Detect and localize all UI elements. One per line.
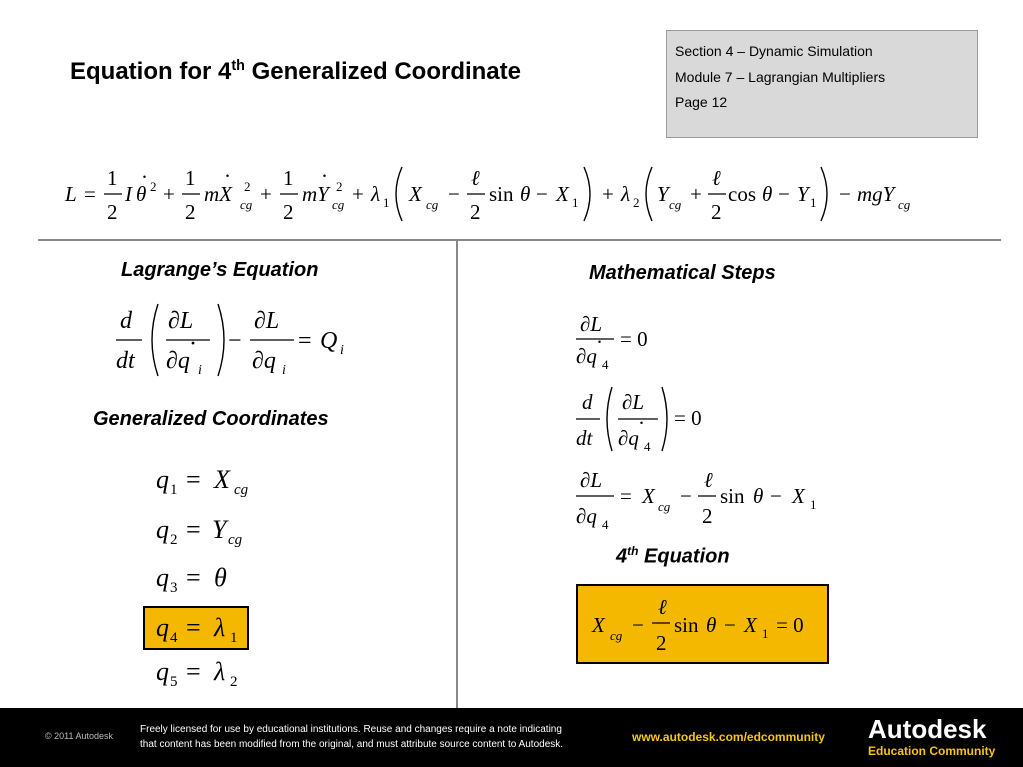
svg-text:∂q: ∂q <box>252 348 276 374</box>
svg-text:mY: mY <box>302 182 329 206</box>
svg-text:−: − <box>448 182 460 206</box>
svg-text:λ: λ <box>371 182 381 206</box>
svg-text:1: 1 <box>810 195 817 210</box>
svg-text:−: − <box>680 484 692 508</box>
svg-text:∂L: ∂L <box>168 308 194 334</box>
svg-text:dt: dt <box>116 348 135 374</box>
svg-text:·: · <box>141 165 148 189</box>
svg-text:2: 2 <box>107 200 118 224</box>
svg-text:=: = <box>620 484 632 508</box>
svg-text:2: 2 <box>711 200 722 224</box>
lagrange-heading: Lagrange’s Equation <box>121 259 319 281</box>
svg-text:λ: λ <box>214 657 226 686</box>
svg-text:1: 1 <box>230 630 238 646</box>
autodesk-logo: Autodesk <box>868 714 987 744</box>
svg-text:2: 2 <box>185 200 196 224</box>
svg-text:X: X <box>409 182 422 206</box>
slide-title: Equation for 4th Generalized Coordinate <box>70 58 521 85</box>
svg-text:=: = <box>186 613 201 642</box>
step-equations <box>570 305 850 535</box>
vertical-divider <box>456 240 458 708</box>
svg-text:4: 4 <box>644 439 651 454</box>
license-line-2: that content has been modified from the original, and must attribute source content to Autodesk. <box>140 739 564 750</box>
svg-text:dt: dt <box>576 426 593 450</box>
svg-text:=: = <box>186 515 201 544</box>
svg-text:2: 2 <box>170 532 178 548</box>
svg-text:+: + <box>602 182 614 206</box>
footer-bar <box>0 708 1023 767</box>
svg-text:sin: sin <box>720 484 745 508</box>
svg-text:cg: cg <box>669 197 682 212</box>
svg-text:cg: cg <box>426 197 439 212</box>
svg-text:X: X <box>556 182 569 206</box>
svg-text:+: + <box>690 182 702 206</box>
svg-text:q: q <box>156 465 169 494</box>
svg-text:2: 2 <box>230 674 238 690</box>
svg-text:θ: θ <box>520 182 531 206</box>
svg-text:2: 2 <box>336 179 343 194</box>
svg-text:X: X <box>592 613 605 637</box>
section-label: Section 4 – Dynamic Simulation <box>675 43 873 59</box>
svg-text:∂q: ∂q <box>576 504 597 528</box>
svg-text:1: 1 <box>762 626 769 641</box>
svg-text:cg: cg <box>898 197 911 212</box>
svg-text:+: + <box>163 182 175 206</box>
svg-text:= 0: = 0 <box>620 327 648 351</box>
edcommunity-link[interactable]: www.autodesk.com/edcommunity <box>632 730 825 744</box>
svg-text:Y: Y <box>212 515 227 544</box>
svg-text:cg: cg <box>332 197 345 212</box>
svg-text:cg: cg <box>240 197 253 212</box>
svg-text:ℓ: ℓ <box>471 166 480 190</box>
svg-text:θ: θ <box>753 484 764 508</box>
svg-text:X: X <box>744 613 757 637</box>
svg-text:2: 2 <box>244 179 251 194</box>
svg-text:−: − <box>228 328 242 354</box>
svg-text:i: i <box>340 343 344 358</box>
svg-text:1: 1 <box>283 166 294 190</box>
svg-text:Y: Y <box>657 182 669 206</box>
svg-text:sin: sin <box>674 613 699 637</box>
module-label: Module 7 – Lagrangian Multipliers <box>675 68 886 85</box>
svg-text:1: 1 <box>572 195 579 210</box>
svg-text:∂q: ∂q <box>576 344 597 368</box>
svg-text:2: 2 <box>283 200 294 224</box>
svg-text:∂L: ∂L <box>580 312 603 336</box>
svg-text:θ: θ <box>706 613 717 637</box>
lagrange-equation <box>110 298 370 388</box>
svg-text:=: = <box>186 657 201 686</box>
svg-text:θ: θ <box>762 182 773 206</box>
svg-text:−: − <box>778 182 790 206</box>
svg-text:ℓ: ℓ <box>704 468 713 492</box>
svg-text:cg: cg <box>234 482 249 498</box>
svg-text:I: I <box>125 182 132 206</box>
svg-text:2: 2 <box>470 200 481 224</box>
svg-text:·: · <box>189 331 197 357</box>
svg-text:−: − <box>632 613 644 637</box>
svg-text:=: = <box>84 182 96 206</box>
svg-text:+: + <box>352 182 364 206</box>
svg-text:Q: Q <box>320 328 338 354</box>
svg-text:3: 3 <box>170 580 178 596</box>
svg-text:sin: sin <box>489 182 514 206</box>
svg-text:q: q <box>156 657 169 686</box>
svg-text:d: d <box>582 390 593 414</box>
license-text <box>140 722 630 752</box>
svg-text:d: d <box>120 308 132 334</box>
svg-text:= 0: = 0 <box>776 613 804 637</box>
svg-text:=: = <box>298 328 312 354</box>
education-community-label: Education Community <box>868 744 996 758</box>
svg-text:q: q <box>156 515 169 544</box>
svg-text:i: i <box>198 363 202 378</box>
svg-text:cg: cg <box>658 499 671 514</box>
svg-text:λ: λ <box>214 613 226 642</box>
svg-text:L: L <box>65 182 77 206</box>
svg-text:q: q <box>156 613 169 642</box>
fourth-equation <box>586 590 826 660</box>
svg-text:1: 1 <box>107 166 118 190</box>
svg-text:1: 1 <box>810 497 817 512</box>
svg-text:2: 2 <box>633 195 640 210</box>
svg-text:4: 4 <box>602 357 609 372</box>
lagrangian-equation <box>0 0 1023 240</box>
svg-text:2: 2 <box>702 504 713 528</box>
mathematical-steps-heading: Mathematical Steps <box>589 262 776 284</box>
svg-text:cg: cg <box>228 532 243 548</box>
copyright-text: © 2011 Autodesk <box>45 731 114 741</box>
svg-text:cos: cos <box>728 182 756 206</box>
svg-text:q: q <box>156 563 169 592</box>
svg-text:−: − <box>536 182 548 206</box>
license-line-1: Freely licensed for use by educational institutions. Reuse and changes require a note indicating <box>140 724 562 735</box>
svg-text:2: 2 <box>656 631 667 655</box>
fourth-equation-heading: 4th Equation <box>616 544 730 568</box>
svg-text:∂q: ∂q <box>618 426 639 450</box>
svg-text:Y: Y <box>797 182 809 206</box>
svg-text:∂L: ∂L <box>580 468 603 492</box>
svg-text:2: 2 <box>150 179 157 194</box>
svg-text:5: 5 <box>170 674 178 690</box>
svg-text:−: − <box>724 613 736 637</box>
svg-text:1: 1 <box>383 195 390 210</box>
svg-text:·: · <box>596 330 603 354</box>
svg-text:mgY: mgY <box>857 182 895 206</box>
svg-text:λ: λ <box>621 182 631 206</box>
svg-text:i: i <box>282 363 286 378</box>
page-label: Page 12 <box>675 94 728 110</box>
generalized-coordinates-heading: Generalized Coordinates <box>93 408 329 430</box>
horizontal-divider <box>38 239 1001 241</box>
svg-text:+: + <box>260 182 272 206</box>
generalized-coordinates <box>150 458 290 688</box>
svg-text:X: X <box>214 465 230 494</box>
svg-text:mX: mX <box>204 182 232 206</box>
svg-text:θ: θ <box>136 182 147 206</box>
svg-text:cg: cg <box>610 628 623 643</box>
svg-text:·: · <box>638 411 645 435</box>
svg-text:= 0: = 0 <box>674 406 702 430</box>
svg-text:1: 1 <box>185 166 196 190</box>
svg-text:−: − <box>770 484 782 508</box>
svg-text:=: = <box>186 465 201 494</box>
svg-text:4: 4 <box>602 517 609 532</box>
svg-text:θ: θ <box>214 563 227 592</box>
svg-text:∂q: ∂q <box>166 348 190 374</box>
svg-text:∂L: ∂L <box>254 308 280 334</box>
svg-text:=: = <box>186 563 201 592</box>
svg-text:∂L: ∂L <box>622 390 645 414</box>
svg-text:4: 4 <box>170 630 178 646</box>
svg-text:ℓ: ℓ <box>658 595 667 619</box>
svg-text:·: · <box>321 164 328 188</box>
svg-text:·: · <box>224 164 231 188</box>
svg-text:X: X <box>792 484 805 508</box>
svg-text:1: 1 <box>170 482 178 498</box>
svg-text:−: − <box>839 182 851 206</box>
svg-text:ℓ: ℓ <box>712 166 721 190</box>
svg-text:X: X <box>642 484 655 508</box>
